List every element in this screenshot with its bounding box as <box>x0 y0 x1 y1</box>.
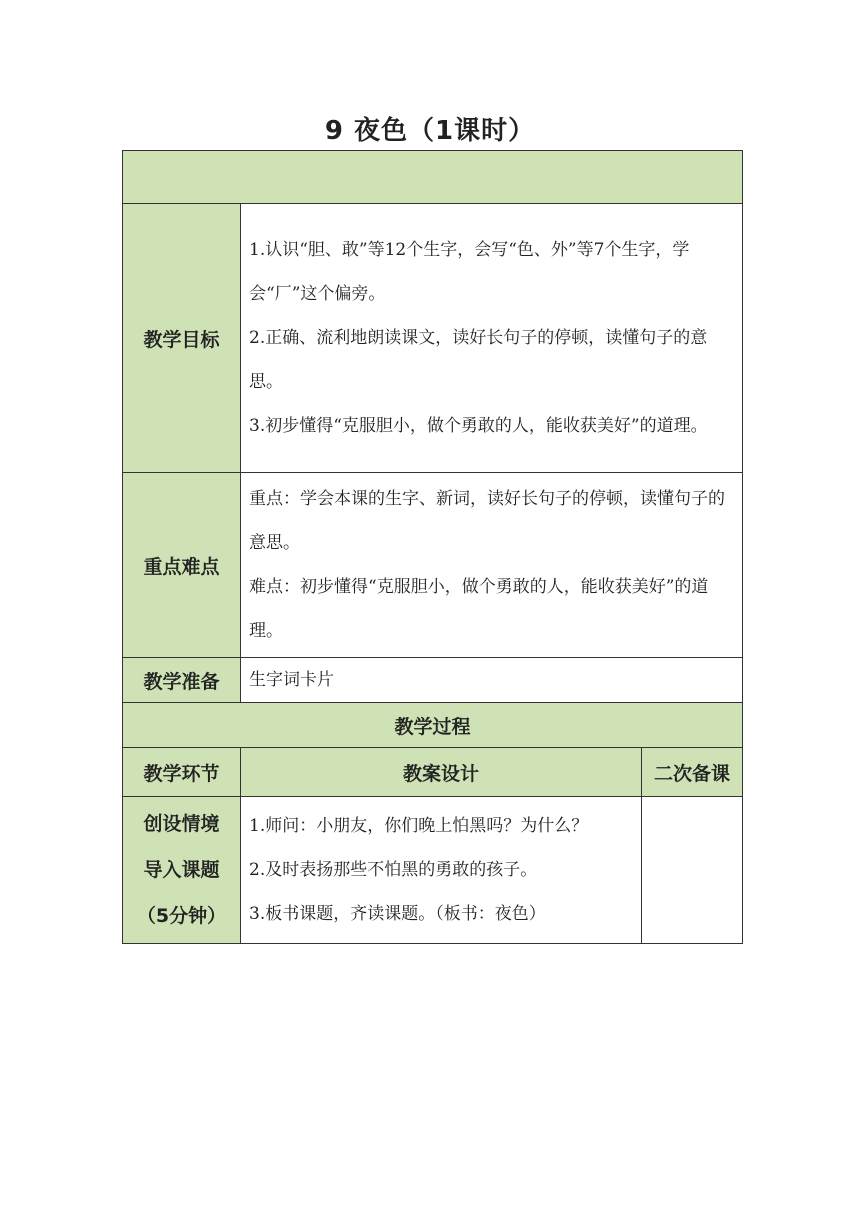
column-header-stage: 教学环节 <box>123 748 241 797</box>
table-row <box>123 797 743 944</box>
design-item: 3.板书课题，齐读课题。（板书：夜色） <box>249 904 546 924</box>
preparation-label: 教学准备 <box>123 658 241 703</box>
column-header-design: 教案设计 <box>241 748 642 797</box>
goals-row <box>123 204 743 473</box>
process-label: 教学过程 <box>123 703 743 748</box>
page-title: 9 夜色（1课时） <box>324 116 536 146</box>
process-columns-row <box>123 748 743 797</box>
stage-line: （5分钟） <box>136 905 227 927</box>
goal-item: 1.认识“胆、敢”等12个生字，会写“色、外”等7个生字，学会“厂”这个偏旁。 <box>249 240 690 304</box>
stage-line: 导入课题 <box>143 859 220 881</box>
top-banner-cell <box>123 151 743 204</box>
lesson-plan-table <box>122 150 743 944</box>
stage-line: 创设情境 <box>143 813 220 835</box>
design-cell <box>241 797 642 944</box>
top-banner-row <box>123 151 743 204</box>
key-points-row <box>123 473 743 658</box>
process-header-row <box>123 703 743 748</box>
stage-cell <box>123 797 241 944</box>
key-points-content <box>241 473 743 658</box>
notes-cell <box>642 797 743 944</box>
preparation-row <box>123 658 743 703</box>
goal-item: 3.初步懂得“克服胆小，做个勇敢的人，能收获美好”的道理。 <box>249 416 708 436</box>
key-point-item: 重点：学会本课的生字、新词，读好长句子的停顿，读懂句子的意思。 <box>249 489 725 553</box>
preparation-value: 生字词卡片 <box>241 658 743 703</box>
design-item: 1.师问：小朋友，你们晚上怕黑吗？为什么？ <box>249 816 589 836</box>
key-point-item: 难点：初步懂得“克服胆小，做个勇敢的人，能收获美好”的道理。 <box>249 577 709 641</box>
column-header-notes: 二次备课 <box>642 748 743 797</box>
design-item: 2.及时表扬那些不怕黑的勇敢的孩子。 <box>249 860 538 880</box>
goals-label: 教学目标 <box>123 204 241 473</box>
goal-item: 2.正确、流利地朗读课文，读好长句子的停顿，读懂句子的意思。 <box>249 328 708 392</box>
goals-content <box>241 204 743 473</box>
key-points-label: 重点难点 <box>123 473 241 658</box>
